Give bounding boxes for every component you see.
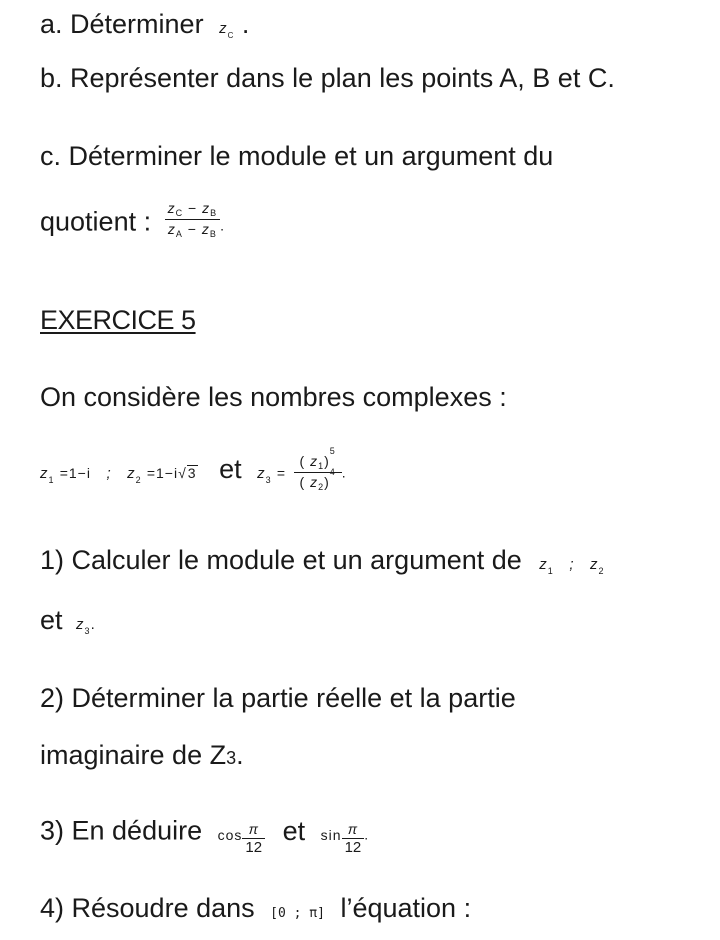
item-a-text: a. Déterminer — [40, 9, 204, 39]
cos-fraction: $\frac{\pi}{12}$ — [242, 820, 265, 857]
intro-text: On considère les nombres complexes : — [40, 382, 507, 412]
quotient-line: quotient : $\frac{z_C - z_B}{z_A - z_B}$ . — [40, 200, 224, 239]
q1-z3: $z_3$. — [76, 616, 96, 636]
question-1-cont: et $z_3$. — [40, 605, 96, 636]
quotient-label: quotient : — [40, 206, 152, 237]
question-2-cont: imaginaire de Z3. — [40, 740, 244, 770]
math-zc: $z_C$ — [219, 20, 235, 40]
question-4: 4) Résoudre dans [0 ; π] l’équation : — [40, 893, 472, 923]
definitions-line: $z_1 =1-i$ ; $z_2 =1-i√3$ et $z_3$ = $\frac{( z_1)^5}{( z_2)^4}$ . — [40, 446, 346, 492]
interval: [0 ; π] — [270, 906, 325, 921]
quotient-fraction — [165, 199, 220, 240]
item-b — [40, 62, 615, 94]
sin-fraction: $\frac{\pi}{12}$ — [342, 820, 365, 857]
q1-z2: $z_2$ — [590, 556, 605, 576]
z3-numerator: ( $z_1)^5$ — [294, 452, 342, 473]
def-z2: $z_2 =1-i√3$ — [127, 464, 197, 485]
question-3: 3) En déduire cos $\frac{\pi}{12}$ et sin $\frac{\pi}{12}$ . — [40, 815, 369, 856]
def-z1: $z_1 =1-i$ — [40, 464, 91, 485]
question-4-text: 4) Résoudre dans — [40, 893, 255, 923]
quotient-denominator: $z_A - z_B$ — [167, 221, 217, 239]
question-2-text: 2) Déterminer la partie réelle et la partie — [40, 683, 516, 713]
item-c — [40, 140, 553, 172]
z3-fraction — [294, 446, 342, 493]
quotient-numerator: $z_C - z_B$ — [165, 199, 220, 220]
question-1: 1) Calculer le module et un argument de $z_1$ ; $z_2$ — [40, 545, 605, 576]
z3-denominator: ( $z_2)^4$ — [299, 467, 336, 492]
q1-z1: $z_1$ — [539, 556, 554, 576]
def-et: et — [219, 453, 242, 484]
def-z3: $z_3$ = — [257, 464, 286, 485]
item-c-text: c. Déterminer le module et un argument du — [40, 141, 554, 171]
exercise-title: EXERCICE 5 — [40, 305, 196, 335]
item-b-text: b. Représenter dans le plan les points A, B et C. — [40, 63, 615, 93]
item-a: a. Déterminer $z_C$ . — [40, 9, 250, 40]
question-3-text: 3) En déduire — [40, 815, 203, 846]
question-2 — [40, 682, 516, 714]
question-1-text: 1) Calculer le module et un argument de — [40, 545, 522, 575]
